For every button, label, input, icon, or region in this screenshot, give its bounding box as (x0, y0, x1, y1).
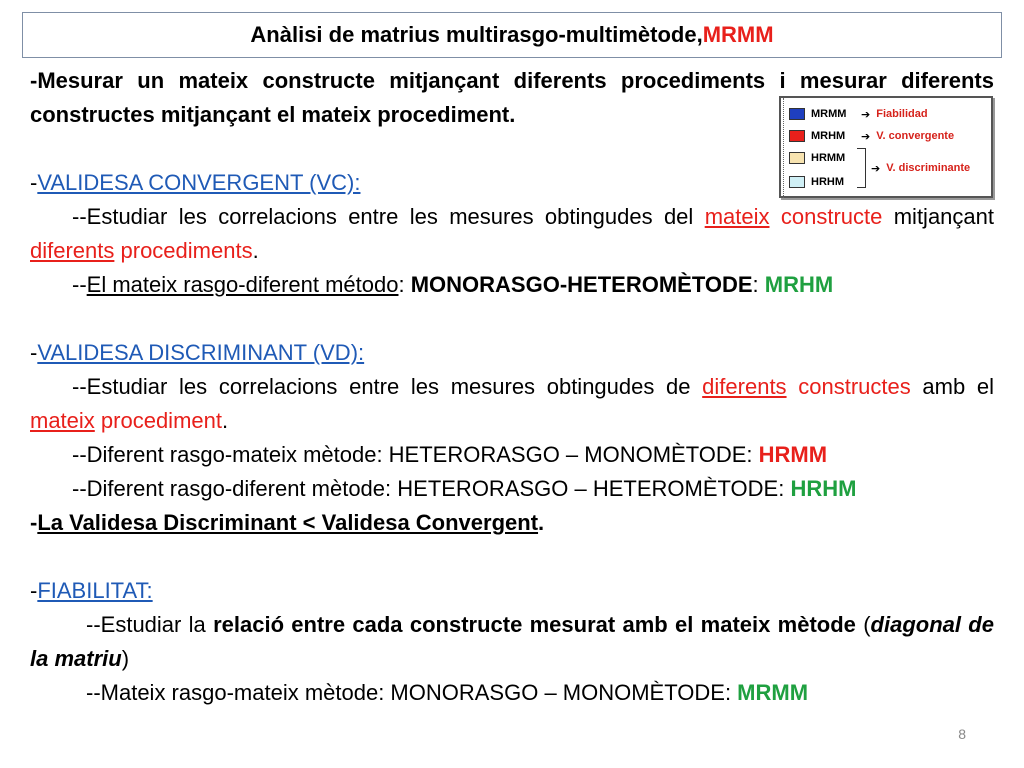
arrow-icon: ➔ (871, 162, 881, 175)
legend-swatch-hrmm (789, 152, 805, 164)
legend-swatch-hrhm (789, 176, 805, 188)
legend-swatch-mrhm (789, 130, 805, 142)
vc-line-2: --El mateix rasgo-diferent método: MONORASGO-HETEROMÈTODE: MRHM (72, 272, 834, 297)
fb-line-1: --Estudiar la relació entre cada constructe mesurat amb el mateix mètode (diagonal de la matriu) (30, 612, 994, 671)
legend-dotted-line (783, 98, 784, 198)
arrow-icon: ➔ (861, 108, 871, 121)
intro-paragraph: -Mesurar un mateix constructe mitjançant diferents procediments i mesurar diferents constructes mitjançant el mateix procediment. (30, 68, 994, 127)
vc-heading: -VALIDESA CONVERGENT (VC): (30, 170, 361, 195)
fb-heading: -FIABILITAT: (30, 578, 153, 603)
legend-row-discriminant: ➔ V. discriminante (871, 162, 971, 175)
vd-heading: -VALIDESA DISCRIMINANT (VD): (30, 340, 365, 365)
vd-line-4: -La Validesa Discriminant < Validesa Convergent. (30, 510, 545, 535)
legend-row-hrhm: HRHM (789, 174, 861, 190)
title-main: Anàlisi de matrius multirasgo-multimètode, (250, 22, 703, 47)
slide-title (22, 12, 1002, 58)
vd-line-1: --Estudiar les correlacions entre les mesures obtingudes de diferents constructes amb el mateix procediment. (30, 374, 994, 433)
legend-row-mrhm: MRHM ➔ V. convergente (789, 128, 954, 144)
legend-row-mrmm: MRMM ➔ Fiabilidad (789, 106, 928, 122)
title-accent: MRMM (702, 22, 774, 47)
arrow-icon: ➔ (861, 130, 871, 143)
fb-line-2: --Mateix rasgo-mateix mètode: MONORASGO – MONOMÈTODE: MRMM (86, 680, 809, 705)
page-number: 8 (958, 726, 966, 742)
legend-row-hrmm: HRMM (789, 150, 861, 166)
matrix-legend (779, 96, 993, 198)
vd-line-3: --Diferent rasgo-diferent mètode: HETERORASGO – HETEROMÈTODE: HRHM (72, 476, 857, 501)
legend-bracket (857, 148, 866, 188)
vd-line-2: --Diferent rasgo-mateix mètode: HETERORASGO – MONOMÈTODE: HRMM (72, 442, 828, 467)
vc-line-1: --Estudiar les correlacions entre les mesures obtingudes del mateix constructe mitjançant diferents procediments. (30, 204, 994, 263)
legend-swatch-mrmm (789, 108, 805, 120)
